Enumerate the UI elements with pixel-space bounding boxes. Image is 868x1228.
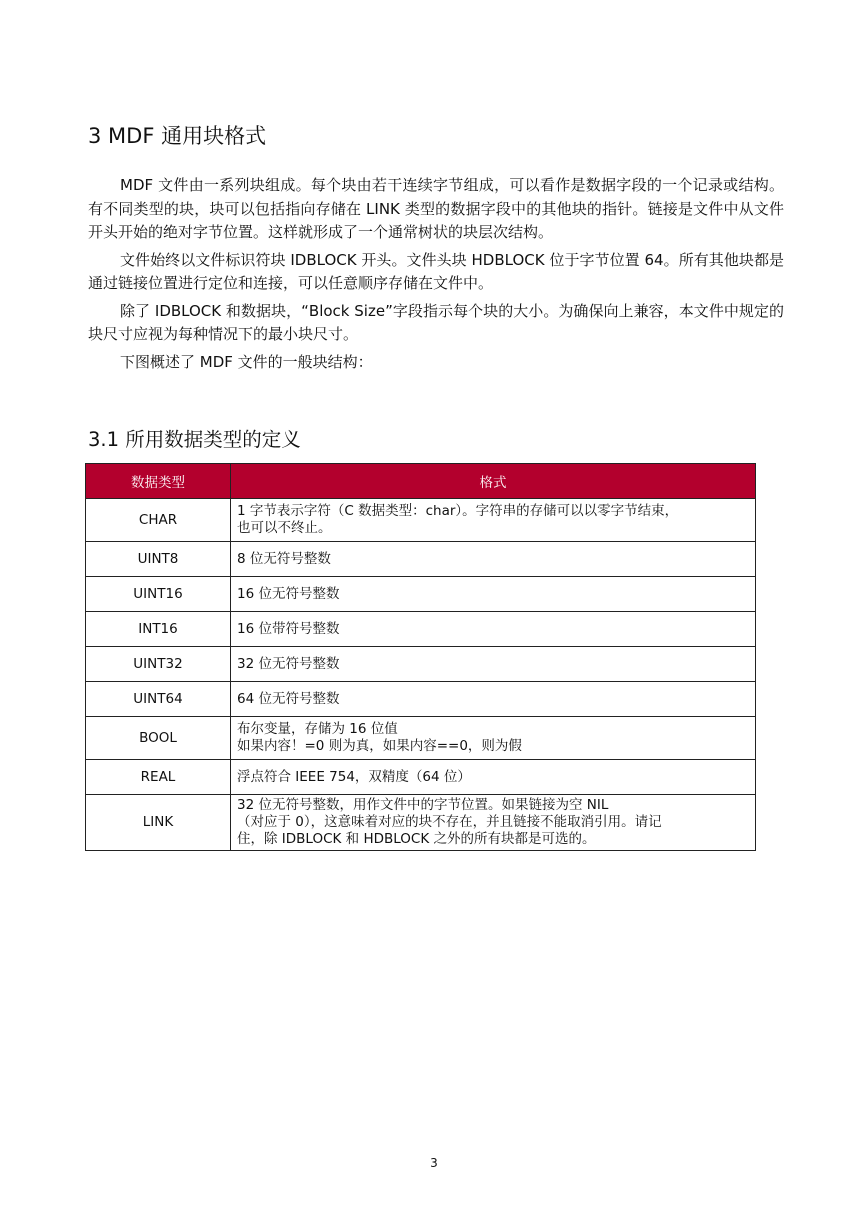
column-header-type: 数据类型 — [86, 464, 231, 499]
format-cell — [231, 795, 756, 851]
format-cell: 16 位无符号整数 — [231, 577, 756, 612]
table-row — [86, 717, 756, 760]
table-row — [86, 682, 756, 717]
paragraph: 文件始终以文件标识符块 IDBLOCK 开头。文件头块 HDBLOCK 位于字节位置 64。所有其他块都是通过链接位置进行定位和连接，可以任意顺序存储在文件中。 — [88, 250, 784, 292]
format-cell — [231, 717, 756, 760]
type-cell: UINT16 — [86, 577, 231, 612]
type-cell: BOOL — [86, 717, 231, 760]
format-cell: 16 位带符号整数 — [231, 612, 756, 647]
table-header-row — [86, 464, 756, 499]
format-line: 布尔变量，存储为 16 位值 — [237, 721, 398, 737]
type-cell: LINK — [86, 795, 231, 851]
column-header-format: 格式 — [231, 464, 756, 499]
page-number: 3 — [430, 1156, 438, 1170]
format-cell: 8 位无符号整数 — [231, 542, 756, 577]
paragraph: MDF 文件由一系列块组成。每个块由若干连续字节组成，可以看作是数据字段的一个记录或结构。有不同类型的块，块可以包括指向存储在 LINK 类型的数据字段中的其他块的指针。链接是文件中从文件开头开始的绝对字节位置。这样就形成了一个通常树状的块层次结构。 — [88, 176, 784, 241]
format-line: 如果内容！=0 则为真，如果内容==0，则为假 — [237, 738, 522, 754]
format-cell — [231, 499, 756, 542]
type-cell: UINT8 — [86, 542, 231, 577]
table-row — [86, 795, 756, 851]
subsection-heading: 3.1 所用数据类型的定义 — [88, 428, 301, 451]
type-cell: REAL — [86, 760, 231, 795]
format-line: （对应于 0），这意味着对应的块不存在，并且链接不能取消引用。请记 — [237, 814, 662, 830]
format-line: 32 位无符号整数，用作文件中的字节位置。如果链接为空 NIL — [237, 797, 609, 813]
table-row — [86, 647, 756, 682]
type-cell: UINT64 — [86, 682, 231, 717]
section-heading: 3 MDF 通用块格式 — [88, 124, 267, 148]
type-cell: CHAR — [86, 499, 231, 542]
body-text — [88, 174, 784, 378]
table-row — [86, 760, 756, 795]
paragraph: 下图概述了 MDF 文件的一般块结构： — [120, 352, 373, 371]
type-cell: INT16 — [86, 612, 231, 647]
format-line: 也可以不终止。 — [237, 520, 332, 536]
table-row — [86, 577, 756, 612]
paragraph: 除了 IDBLOCK 和数据块，“Block Size”字段指示每个块的大小。为确保向上兼容，本文件中规定的块尺寸应视为每种情况下的最小块尺寸。 — [88, 301, 784, 343]
table-row — [86, 612, 756, 647]
table-row — [86, 542, 756, 577]
table-row — [86, 499, 756, 542]
format-line: 1 字节表示字符（C 数据类型：char）。字符串的存储可以以零字节结束， — [237, 503, 679, 519]
format-cell: 浮点符合 IEEE 754，双精度（64 位） — [231, 760, 756, 795]
data-types-table — [85, 463, 756, 851]
format-line: 住，除 IDBLOCK 和 HDBLOCK 之外的所有块都是可选的。 — [237, 831, 596, 847]
type-cell: UINT32 — [86, 647, 231, 682]
format-cell: 64 位无符号整数 — [231, 682, 756, 717]
format-cell: 32 位无符号整数 — [231, 647, 756, 682]
